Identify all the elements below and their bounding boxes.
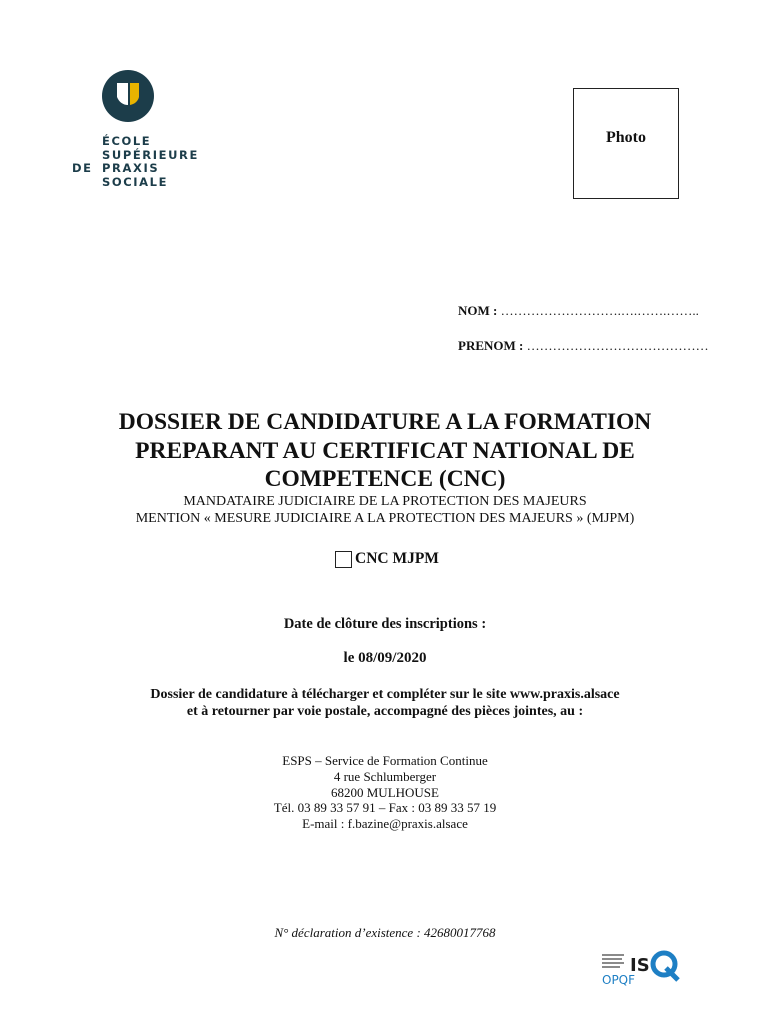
cnc-mjpm-label: CNC MJPM [355,550,439,567]
nom-field[interactable] [458,303,699,319]
svg-text:IS: IS [630,955,650,976]
document-subtitle [0,493,770,527]
prenom-field[interactable] [458,338,709,354]
address-phone-fax: Tél. 03 89 33 57 91 – Fax : 03 89 33 57 19 [273,800,497,816]
instructions-line-2: et à retourner par voie postale, accompagné des pièces jointes, au : [186,704,584,719]
nom-label: NOM : [458,303,498,318]
prenom-label: PRENOM : [458,338,524,353]
prenom-dots: …………………………………… [526,338,709,353]
cnc-mjpm-checkbox[interactable] [335,551,352,568]
nom-dots: ……………………….….…….…….. [500,303,699,318]
closing-date-value: le 08/09/2020 [343,650,427,666]
cnc-mjpm-option[interactable] [335,550,439,568]
photo-label: Photo [606,129,646,146]
postal-address [0,753,770,832]
document-title [0,408,770,494]
svg-text:OPQF: OPQF [602,973,636,986]
logo-line-sociale: SOCIALE [102,174,169,189]
esps-logo-icon [102,70,154,122]
declaration-number: N° déclaration d’existence : 42680017768 [274,925,496,940]
instructions [0,686,770,720]
logo-line-superieure: SUPÉRIEURE [102,147,199,162]
logo-line-ecole: ÉCOLE [102,134,152,148]
title-line-1: DOSSIER DE CANDIDATURE A LA FORMATION [118,409,652,435]
address-line-1: ESPS – Service de Formation Continue [282,753,488,768]
address-line-2: 4 rue Schlumberger [333,768,437,784]
logo-line-de: DE [72,161,93,175]
title-line-3: COMPETENCE (CNC) [264,466,506,492]
instructions-line-1: Dossier de candidature à télécharger et compléter sur le site www.praxis.alsace [150,687,620,702]
isq-opqf-logo-icon [600,944,680,986]
subtitle-line-1: MANDATAIRE JUDICIAIRE DE LA PROTECTION DES MAJEURS [183,494,587,509]
address-email: E-mail : f.bazine@praxis.alsace [302,816,468,832]
address-line-3: 68200 MULHOUSE [331,784,439,800]
subtitle-line-2: MENTION « MESURE JUDICIAIRE A LA PROTECTION DES MAJEURS » (MJPM) [135,511,635,526]
closing-date-label: Date de clôture des inscriptions : [283,616,487,632]
school-name-logo [72,135,199,189]
logo-line-praxis: PRAXIS [102,161,160,175]
title-line-2: PREPARANT AU CERTIFICAT NATIONAL DE [135,437,635,464]
